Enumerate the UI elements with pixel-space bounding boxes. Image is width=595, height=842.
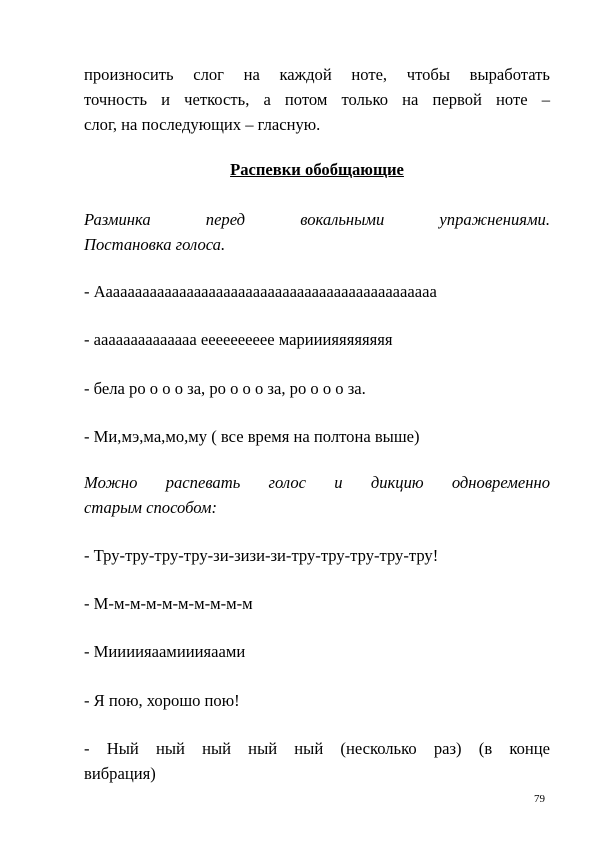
last-exercise-line-1: - Ный ный ный ный ный (несколько раз) (в конце bbox=[84, 739, 550, 758]
page-number: 79 bbox=[534, 793, 545, 805]
exercise-item: - Тру-тру-тру-тру-зи-зизи-зи-тру-тру-тру-тру-тру! bbox=[84, 546, 439, 565]
diction-intro bbox=[84, 470, 550, 520]
exercise-item: - Ми,мэ,ма,мо,му ( все время на полтона выше) bbox=[84, 427, 420, 446]
intro-line-1: произносить слог на каждой ноте, чтобы выработать bbox=[84, 65, 550, 84]
intro-paragraph bbox=[84, 62, 550, 137]
intro-line-2: точность и четкость, а потом только на первой ноте – bbox=[84, 90, 550, 109]
exercise-item: - Аааааааааааааааааааааааааааааааааааааааааааааа bbox=[84, 282, 437, 301]
warmup-intro-line-1: Разминка перед вокальными упражнениями. bbox=[84, 210, 550, 229]
last-exercise bbox=[84, 736, 550, 786]
warmup-intro bbox=[84, 207, 550, 257]
diction-intro-line-2: старым способом: bbox=[84, 498, 218, 517]
exercise-item: - Я пою, хорошо пою! bbox=[84, 691, 240, 710]
exercise-item: - аааааааааааааа ееееееееее марииияяяяяяяя bbox=[84, 330, 393, 349]
last-exercise-line-2: вибрация) bbox=[84, 764, 156, 783]
exercise-item: - бела ро о о о за, ро о о о за, ро о о о за. bbox=[84, 379, 366, 398]
section-heading: Распевки обобщающие bbox=[230, 160, 404, 179]
exercise-item: - М-м-м-м-м-м-м-м-м-м bbox=[84, 594, 253, 613]
intro-line-3: слог, на последующих – гласную. bbox=[84, 115, 321, 134]
diction-intro-line-1: Можно распевать голос и дикцию одновременно bbox=[84, 473, 550, 492]
exercise-item: - Миииияаамииияаами bbox=[84, 642, 246, 661]
warmup-intro-line-2: Постановка голоса. bbox=[84, 235, 226, 254]
